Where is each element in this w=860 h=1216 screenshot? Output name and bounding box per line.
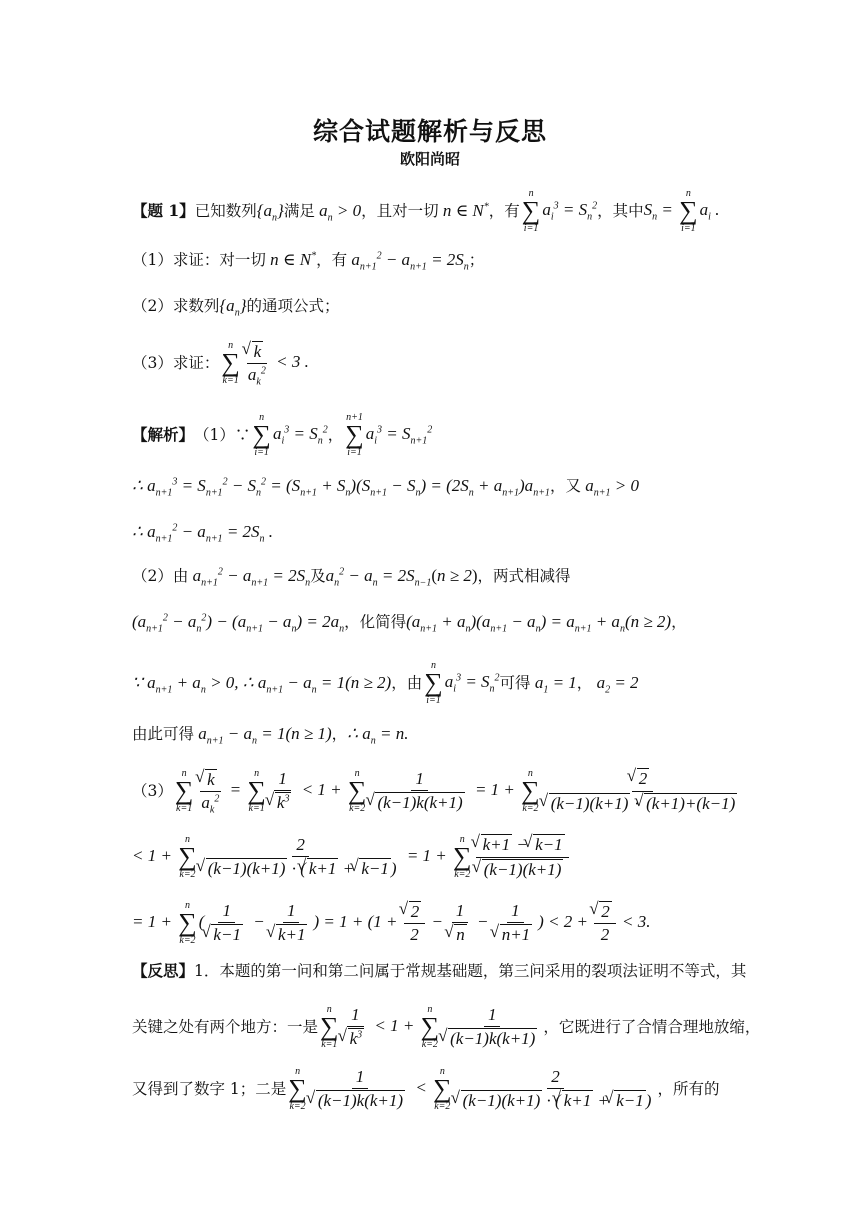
page-title: 综合试题解析与反思 (312, 117, 547, 146)
solution-line-5: $(a_{n+1}^2 - a_n^2) - (a_{n+1} - a_n) = 2a_n$ ，化简得 $(a_{n+1} + a_n)(a_{n+1} - a_n) = a_{n+1} + a_n(n \ge 2)$ ， (132, 612, 687, 635)
reflection-line-3: 又得到了数字 1；二是 n ∑ k=2 1 √ (k−1)k(k+1) < n ∑ k=2 2 √ (k−1)(k+1) · (√ k+1 + √ k−1 ) ，所有的 (132, 1066, 719, 1112)
solution-line-6: ∵ $a_{n+1} + a_n > 0$, ∴ $a_{n+1} - a_n = 1(n \ge 2)$ ，由 n ∑ i=1 $a_i^3 = S_n^2$ 可得 $a_1 = 1$ ， $a_2 = 2$ (132, 660, 639, 706)
solution-line-7: 由此可得 $a_{n+1} - a_n = 1(n \ge 1)$ ， ∴ $a_n = n$. (132, 724, 409, 747)
problem-part-2: （2）求数列 $\{a_n\}$ 的通项公式； (132, 296, 340, 319)
problem-part-3: （3）求证： n ∑ k=1 √ $\frac{k}{a_k^2}$ < 3 . (132, 340, 309, 386)
solution-part-2: （2）由 $a_{n+1}^2 - a_{n+1} = 2S_n$ 及 $a_n^2 - a_n = 2S_{n-1}(n \ge 2)$ ，两式相减得 (132, 566, 571, 589)
reflection-line-1: 【反思】 1．本题的第一问和第二问属于常规基础题，第三问采用的裂项法证明不等式，其 (132, 961, 747, 980)
solution-line-2: ∴ $a_{n+1}^3 = S_{n+1}^2 - S_n^2 = (S_{n+1} + S_n)(S_{n+1} - S_n) = (2S_n + a_{n+1})a_{n+1}$ ， 又 $a_{n+1} > 0$ (132, 476, 639, 499)
problem-part-1: （1）求证：对一切 n ∈ N* ，有 $a_{n+1}^2 - a_{n+1} = 2S_n$ ； (132, 250, 485, 273)
solution-line-10: = 1 + n ∑ k=2 ( 1 √ k−1 − 1 √ k+1 ) = 1 + (1 + √ $\frac{2}{2}$ − 1 √ n − 1 √ n+1 ) < 2 + √ $\frac{2}{2}$ < 3. (132, 900, 651, 946)
author-name: 欧阳尚昭 (399, 150, 460, 168)
solution-part-1: 【解析】 （1）∵ n ∑ i=1 $a_i^3 = S_n^2$ ， n+1 ∑ i=1 $a_i^3 = S_{n+1}^2$ (132, 412, 433, 458)
solution-line-9: < 1 + n ∑ k=2 2 √ (k−1)(k+1) · (√ k+1 + √ k−1 ) = 1 + n ∑ k=2 √ k+1 − √ k−1 √ (k−1)(k+1) (132, 834, 571, 880)
solution-part-3: （3） n ∑ k=1 √ $\frac{k}{a_k^2}$ = n ∑ k=1 1 √ $k^3$ < 1 + n ∑ k=2 1 √ (k−1)k(k+1) = 1 + n ∑ k=2 √ 2 √ (k−1)(k+1) · √ (k+1)+(k−1) (132, 768, 743, 814)
problem-statement: 【题 1】 已知数列 $\{a_n\}$ 满足 $a_n > 0$ ，且对一切 n ∈ N* ，有 n ∑ i=1 $a_i^3 = S_n^2$ ，其中 $S_n$ = n ∑ i=1 $a_i$ . (132, 188, 720, 234)
solution-line-3: ∴ $a_{n+1}^2 - a_{n+1} = 2S_n$ . (132, 522, 274, 545)
reflection-line-2: 关键之处有两个地方：一是 n ∑ k=1 1 √ $k^3$ < 1 + n ∑ k=2 1 √ (k−1)k(k+1) ，它既进行了合情合理地放缩， (132, 1004, 760, 1050)
